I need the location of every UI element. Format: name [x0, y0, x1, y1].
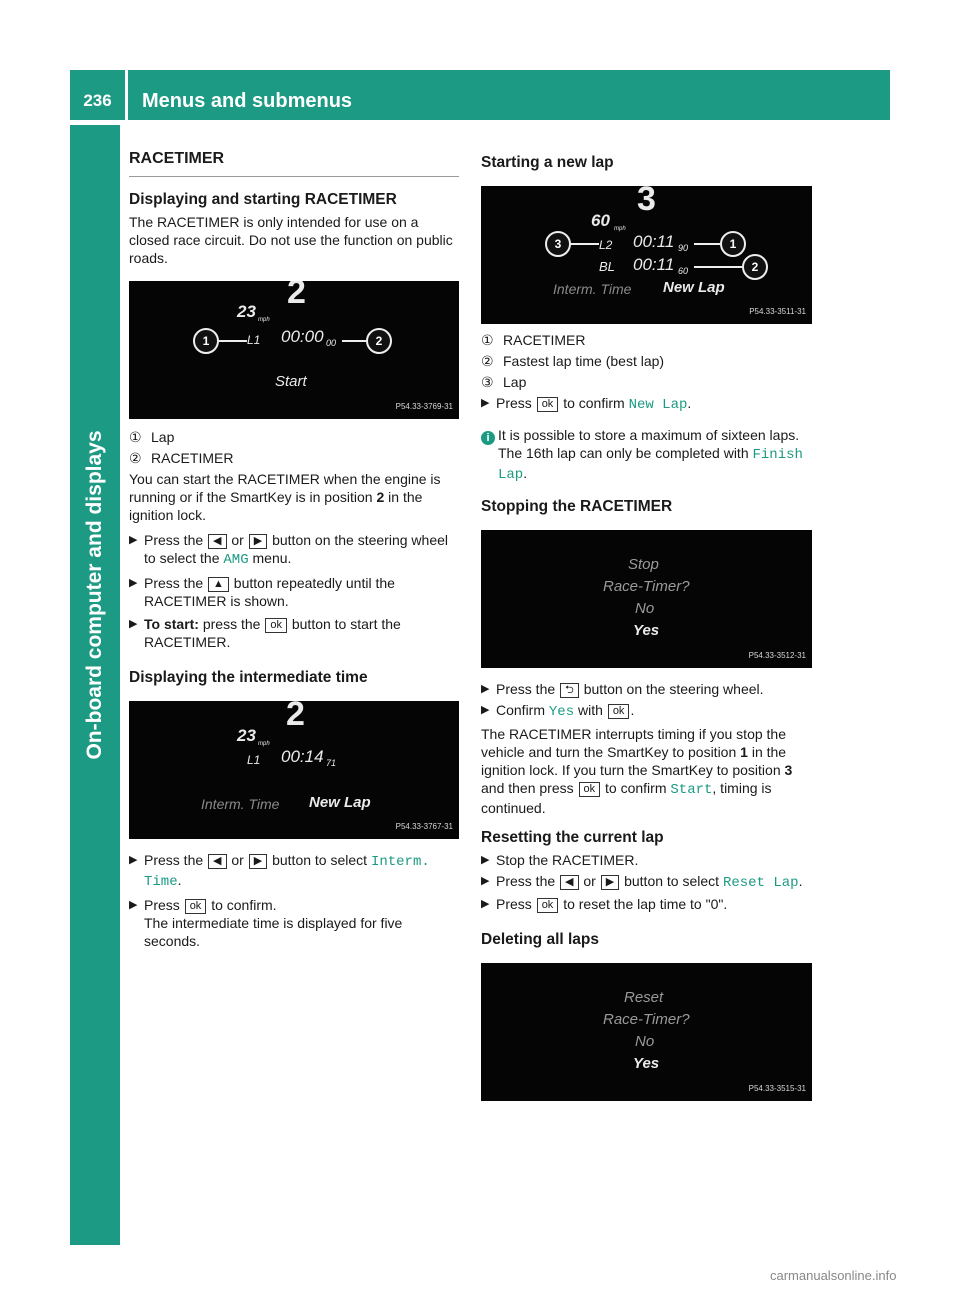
step-arrow-icon: ▶	[129, 854, 138, 866]
callout-3: 3	[545, 231, 571, 257]
lap-time-hundredths: 90	[678, 243, 689, 253]
step-arrow-icon: ▶	[129, 618, 138, 630]
gear-indicator: 2	[287, 281, 306, 311]
race-timer-question: Race-Timer?	[603, 1011, 690, 1028]
step-arrow-icon: ▶	[129, 534, 138, 546]
callout-1: 1	[720, 231, 746, 257]
ok-key-icon: ok	[608, 704, 630, 719]
subsection-title-resetting: Resetting the current lap	[481, 829, 664, 846]
interm-time-label: Interm. Time	[553, 281, 632, 297]
legend-item: ③ Lap	[481, 374, 527, 390]
display-image-start	[129, 281, 459, 419]
instruction-step: ▶ Press ok to confirm. The intermediate time is displayed for five seconds.	[129, 897, 403, 949]
speed-unit: mph	[258, 317, 270, 323]
callout-line-1	[219, 340, 247, 342]
display-image-intermediate	[129, 701, 459, 839]
up-key-icon: ▲	[208, 577, 229, 592]
back-key-icon: ⮌	[560, 683, 579, 698]
stop-label: Stop	[628, 556, 659, 573]
option-no: No	[635, 600, 655, 617]
instruction-step: ▶ Press the ◀ or ▶ button to select Interm. Time.	[129, 852, 430, 890]
display-image-new-lap	[481, 186, 812, 324]
callout-line-2	[342, 340, 366, 342]
lap-label: L1	[247, 333, 261, 347]
left-column	[129, 150, 459, 950]
info-note: i It is possible to store a maximum of sixteen laps. The 16th lap can only be completed with Finish Lap.	[481, 426, 812, 484]
lap-time: 00:14	[281, 747, 324, 766]
side-tab-label: On-board computer and displays	[83, 430, 106, 760]
header-separator	[125, 70, 128, 120]
speed-unit: mph	[258, 741, 270, 747]
legend-item: ① RACETIMER	[481, 332, 586, 348]
best-lap-label: BL	[599, 259, 615, 274]
speed-value: 23	[237, 302, 256, 321]
right-key-icon: ▶	[249, 854, 267, 869]
subsection-title-intermediate: Displaying the intermediate time	[129, 669, 368, 686]
option-no: No	[635, 1033, 655, 1050]
lap-label: L1	[247, 753, 261, 767]
instruction-step: ▶ To start: press the ok button to start the RACETIMER.	[129, 616, 401, 650]
instruction-step: ▶ Press the ◀ or ▶ button on the steering wheel to select the AMG menu.	[129, 532, 448, 568]
image-caption: P54.33-3515-31	[748, 1084, 806, 1093]
gear-indicator: 2	[286, 701, 305, 733]
best-lap-time: 00:11	[633, 255, 675, 274]
option-yes: Yes	[633, 622, 660, 639]
left-key-icon: ◀	[208, 854, 226, 869]
ok-key-icon: ok	[579, 782, 601, 797]
callout-1: 1	[193, 328, 219, 354]
callout-line-3	[569, 243, 599, 245]
body-paragraph: The RACETIMER interrupts timing if you stop the vehicle and turn the SmartKey to position 1 in the ignition lock. If you turn the SmartKey to position 3 and then press ok to confirm Start, timing is continued.	[481, 726, 793, 816]
race-timer-question: Race-Timer?	[603, 578, 690, 595]
intro-paragraph: The RACETIMER is only intended for use on a closed race circuit. Do not use the function on public roads.	[129, 214, 453, 266]
best-lap-hundredths: 60	[678, 266, 689, 276]
ok-key-icon: ok	[537, 898, 559, 913]
interm-time-label: Interm. Time	[201, 796, 280, 812]
subsection-title-displaying: Displaying and starting RACETIMER	[129, 191, 397, 208]
subsection-title-new-lap: Starting a new lap	[481, 154, 614, 171]
left-key-icon: ◀	[560, 875, 578, 890]
gear-indicator: 3	[637, 186, 656, 218]
legend-item: ① Lap	[129, 429, 175, 445]
new-lap-label: New Lap	[663, 279, 725, 296]
left-key-icon: ◀	[208, 534, 226, 549]
right-key-icon: ▶	[601, 875, 619, 890]
step-arrow-icon: ▶	[129, 577, 138, 589]
new-lap-label: New Lap	[309, 794, 371, 811]
lap-time: 00:00	[281, 327, 324, 346]
ok-key-icon: ok	[537, 397, 559, 412]
step-arrow-icon: ▶	[481, 875, 490, 887]
legend-item: ② Fastest lap time (best lap)	[481, 353, 665, 369]
callout-2: 2	[742, 254, 768, 280]
right-key-icon: ▶	[249, 534, 267, 549]
speed-value: 60	[591, 211, 610, 230]
watermark: carmanualsonline.info	[770, 1268, 897, 1283]
instruction-step: ▶ Press the ◀ or ▶ button to select Reset Lap.	[481, 873, 803, 891]
instruction-step: ▶ Stop the RACETIMER.	[481, 852, 639, 868]
info-icon: i	[481, 431, 495, 445]
legend-item: ② RACETIMER	[129, 450, 234, 466]
subsection-title-deleting: Deleting all laps	[481, 931, 600, 948]
step-arrow-icon: ▶	[481, 704, 490, 716]
instruction-step: ▶ Press the ▲ button repeatedly until the RACETIMER is shown.	[129, 575, 395, 609]
body-paragraph: You can start the RACETIMER when the engine is running or if the SmartKey is in position 2 in the ignition lock.	[129, 471, 441, 523]
image-caption: P54.33-3767-31	[395, 822, 453, 831]
subsection-title-stopping: Stopping the RACETIMER	[481, 498, 673, 515]
step-arrow-icon: ▶	[481, 683, 490, 695]
page-number: 236	[83, 91, 112, 110]
speed-value: 23	[237, 726, 256, 745]
right-column	[481, 150, 812, 1101]
speed-unit: mph	[614, 226, 626, 232]
reset-label: Reset	[624, 989, 664, 1006]
instruction-step: ▶ Confirm Yes with ok .	[481, 702, 635, 720]
display-image-reset	[481, 963, 812, 1101]
callout-line-2	[694, 266, 742, 268]
section-title: RACETIMER	[129, 150, 459, 177]
option-yes: Yes	[633, 1055, 660, 1072]
ok-key-icon: ok	[185, 899, 207, 914]
callout-2: 2	[366, 328, 392, 354]
instruction-step: ▶ Press ok to confirm New Lap.	[481, 395, 692, 413]
instruction-step: ▶ Press the ⮌ button on the steering wheel.	[481, 681, 764, 697]
lap-label: L2	[599, 238, 613, 252]
instruction-step: ▶ Press ok to reset the lap time to "0".	[481, 896, 728, 912]
image-caption: P54.33-3512-31	[748, 651, 806, 660]
step-arrow-icon: ▶	[129, 899, 138, 911]
ok-key-icon: ok	[265, 618, 287, 633]
callout-line-1	[694, 243, 720, 245]
step-arrow-icon: ▶	[481, 854, 490, 866]
step-arrow-icon: ▶	[481, 397, 490, 409]
lap-time-hundredths: 71	[326, 758, 337, 768]
lap-time: 00:11	[633, 232, 675, 251]
start-label: Start	[275, 373, 307, 390]
display-image-stop	[481, 530, 812, 668]
image-caption: P54.33-3511-31	[749, 307, 806, 316]
image-caption: P54.33-3769-31	[395, 402, 453, 411]
lap-time-hundredths: 00	[326, 338, 337, 348]
step-arrow-icon: ▶	[481, 898, 490, 910]
header-title: Menus and submenus	[142, 90, 353, 112]
